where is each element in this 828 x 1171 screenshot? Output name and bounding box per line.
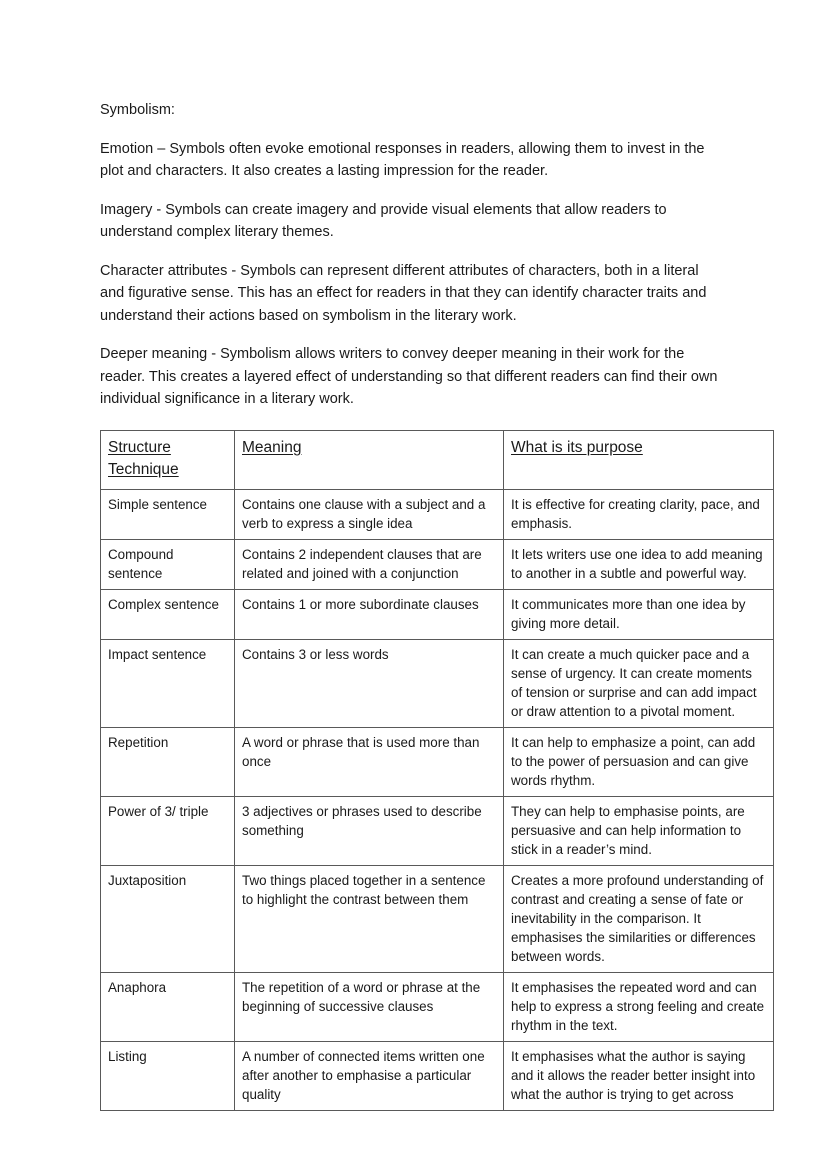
cell-purpose: It emphasises what the author is saying and it allows the reader better insight into what the author is trying to get across: [504, 1042, 774, 1111]
cell-technique: Simple sentence: [101, 489, 235, 539]
table-row: [101, 489, 774, 539]
column-header-meaning: [235, 430, 504, 489]
cell-technique: Power of 3/ triple: [101, 797, 235, 866]
table-row: [101, 1042, 774, 1111]
table-row: [101, 639, 774, 727]
cell-meaning: Contains 1 or more subordinate clauses: [235, 589, 504, 639]
table-row: [101, 539, 774, 589]
column-header-purpose: [504, 430, 774, 489]
cell-technique: Complex sentence: [101, 589, 235, 639]
cell-technique: Anaphora: [101, 973, 235, 1042]
column-header-technique: [101, 430, 235, 489]
cell-meaning: A word or phrase that is used more than once: [235, 727, 504, 796]
cell-technique: Listing: [101, 1042, 235, 1111]
column-header-technique-label: Structure Technique: [108, 438, 179, 479]
table-header-row: [101, 430, 774, 489]
cell-purpose: It can create a much quicker pace and a sense of urgency. It can create moments of tension or surprise and can add impact or draw attention to a pivotal moment.: [504, 639, 774, 727]
cell-meaning: Contains 3 or less words: [235, 639, 504, 727]
cell-purpose: It can help to emphasize a point, can add to the power of persuasion and can give words rhythm.: [504, 727, 774, 796]
cell-meaning: Contains one clause with a subject and a verb to express a single idea: [235, 489, 504, 539]
table-row: [101, 973, 774, 1042]
structure-techniques-table: [100, 430, 774, 1112]
cell-meaning: Contains 2 independent clauses that are related and joined with a conjunction: [235, 539, 504, 589]
cell-technique: Repetition: [101, 727, 235, 796]
column-header-meaning-label: Meaning: [242, 438, 302, 456]
table-row: [101, 797, 774, 866]
paragraph-emotion: Emotion – Symbols often evoke emotional responses in readers, allowing them to invest in the plot and characters. It also creates a lasting impression for the reader.: [100, 141, 705, 180]
cell-technique: Impact sentence: [101, 639, 235, 727]
page-title: Symbolism:: [100, 102, 175, 118]
paragraph-deeper-meaning: Deeper meaning - Symbolism allows writers to convey deeper meaning in their work for the reader. This creates a layered effect of understanding so that different readers can find their own individual significance in a literary work.: [100, 346, 718, 408]
cell-purpose: It is effective for creating clarity, pace, and emphasis.: [504, 489, 774, 539]
cell-purpose: It emphasises the repeated word and can help to express a strong feeling and create rhythm in the text.: [504, 973, 774, 1042]
cell-meaning: 3 adjectives or phrases used to describe something: [235, 797, 504, 866]
cell-purpose: They can help to emphasise points, are persuasive and can help information to stick in a reader’s mind.: [504, 797, 774, 866]
cell-meaning: The repetition of a word or phrase at the beginning of successive clauses: [235, 973, 504, 1042]
table-row: [101, 866, 774, 973]
cell-technique: Compound sentence: [101, 539, 235, 589]
column-header-purpose-label: What is its purpose: [511, 438, 643, 456]
table-row: [101, 589, 774, 639]
paragraph-imagery: Imagery - Symbols can create imagery and provide visual elements that allow readers to understand complex literary themes.: [100, 201, 667, 241]
cell-technique: Juxtaposition: [101, 866, 235, 973]
cell-purpose: It lets writers use one idea to add meaning to another in a subtle and powerful way.: [504, 539, 774, 589]
cell-meaning: A number of connected items written one after another to emphasise a particular quality: [235, 1042, 504, 1111]
cell-purpose: Creates a more profound understanding of contrast and creating a sense of fate or inevitability in the comparison. It emphasises the similarities or differences between words.: [504, 866, 774, 973]
cell-purpose: It communicates more than one idea by giving more detail.: [504, 589, 774, 639]
cell-meaning: Two things placed together in a sentence to highlight the contrast between them: [235, 866, 504, 973]
table-row: [101, 727, 774, 796]
paragraph-character-attributes: Character attributes - Symbols can represent different attributes of characters, both in a literal and figurative sense. This has an effect for readers in that they can identify character traits and understand their actions based on symbolism in the literary work.: [100, 262, 707, 324]
